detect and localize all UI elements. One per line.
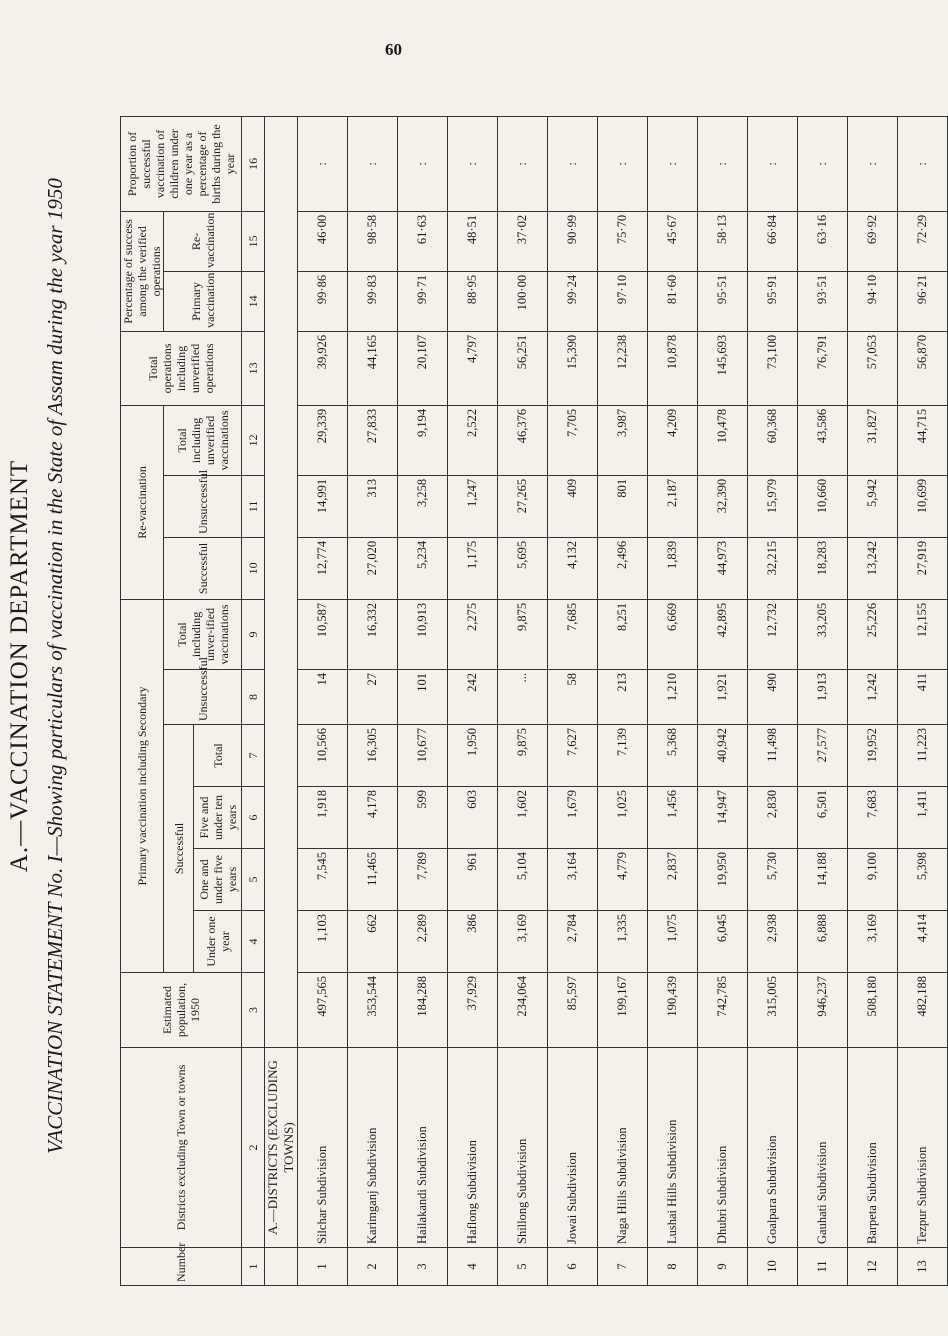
column-number: 2 (242, 1048, 265, 1248)
primary-percentage-cell: 99·83 (348, 271, 398, 331)
column-number: 1 (242, 1248, 265, 1286)
primary-percentage-cell: 96·21 (898, 271, 948, 331)
header-total-primary: Total including unver-ified vaccinations (164, 599, 242, 669)
re-total-cell: 43,586 (798, 405, 848, 475)
five-ten-cell: 603 (448, 787, 498, 849)
population-cell: 497,565 (298, 973, 348, 1048)
total-operations-cell: 73,100 (748, 331, 798, 405)
unsuccessful-cell: 101 (398, 670, 448, 725)
population-cell: 85,597 (548, 973, 598, 1048)
total-cell: 16,305 (348, 725, 398, 787)
header-total-operations: Total operations including unverified operations (121, 331, 242, 405)
row-number: 10 (748, 1248, 798, 1286)
table-row (598, 116, 648, 1285)
primary-percentage-cell: 95·91 (748, 271, 798, 331)
district-name: Jowai Subdivision (548, 1048, 598, 1248)
five-ten-cell: 1,456 (648, 787, 698, 849)
table-row (798, 116, 848, 1285)
one-five-cell: 3,164 (548, 849, 598, 911)
total-cell: 27,577 (798, 725, 848, 787)
district-name: Gauhati Subdivision (798, 1048, 848, 1248)
unsuccessful-cell: 490 (748, 670, 798, 725)
row-number: 4 (448, 1248, 498, 1286)
re-successful-cell: 5,695 (498, 537, 548, 599)
re-unsuccessful-cell: 3,258 (398, 475, 448, 537)
total-cell: 7,139 (598, 725, 648, 787)
primary-percentage-cell: 94·10 (848, 271, 898, 331)
table-row (298, 116, 348, 1285)
rotated-statement (5, 41, 929, 1291)
re-unsuccessful-cell: 14,991 (298, 475, 348, 537)
row-number: 3 (398, 1248, 448, 1286)
five-ten-cell: 7,683 (848, 787, 898, 849)
column-number: 15 (242, 211, 265, 271)
five-ten-cell: 1,411 (898, 787, 948, 849)
table-row (648, 116, 698, 1285)
re-successful-cell: 27,919 (898, 537, 948, 599)
proportion-cell: : (698, 116, 748, 211)
unsuccessful-cell: 213 (598, 670, 648, 725)
table-row (898, 116, 948, 1285)
table-row (848, 116, 898, 1285)
unsuccessful-cell: 1,921 (698, 670, 748, 725)
proportion-cell: : (648, 116, 698, 211)
one-five-cell: 11,465 (348, 849, 398, 911)
under-one-cell: 1,335 (598, 911, 648, 973)
total-primary-cell: 8,251 (598, 599, 648, 669)
proportion-cell: : (798, 116, 848, 211)
total-primary-cell: 12,155 (898, 599, 948, 669)
total-primary-cell: 9,875 (498, 599, 548, 669)
total-cell: 11,498 (748, 725, 798, 787)
proportion-cell: : (298, 116, 348, 211)
re-total-cell: 46,376 (498, 405, 548, 475)
column-number: 12 (242, 405, 265, 475)
population-cell: 482,188 (898, 973, 948, 1048)
primary-percentage-cell: 81·60 (648, 271, 698, 331)
unsuccessful-cell: 1,210 (648, 670, 698, 725)
department-heading: A.—VACCINATION DEPARTMENT (6, 459, 33, 873)
re-percentage-cell: 69·92 (848, 211, 898, 271)
district-name: Tezpur Subdivision (898, 1048, 948, 1248)
population-cell: 353,544 (348, 973, 398, 1048)
re-total-cell: 2,522 (448, 405, 498, 475)
re-unsuccessful-cell: 15,979 (748, 475, 798, 537)
column-number: 8 (242, 670, 265, 725)
one-five-cell: 7,789 (398, 849, 448, 911)
re-total-cell: 7,705 (548, 405, 598, 475)
table-row (698, 116, 748, 1285)
total-operations-cell: 12,238 (598, 331, 648, 405)
total-primary-cell: 25,226 (848, 599, 898, 669)
proportion-cell: : (498, 116, 548, 211)
one-five-cell: 7,545 (298, 849, 348, 911)
one-five-cell: 19,950 (698, 849, 748, 911)
primary-percentage-cell: 93·51 (798, 271, 848, 331)
unsuccessful-cell: 58 (548, 670, 598, 725)
re-total-cell: 3,987 (598, 405, 648, 475)
population-cell: 508,180 (848, 973, 898, 1048)
primary-percentage-cell: 99·86 (298, 271, 348, 331)
one-five-cell: 9,100 (848, 849, 898, 911)
unsuccessful-cell: 14 (298, 670, 348, 725)
primary-percentage-cell: 97·10 (598, 271, 648, 331)
re-percentage-cell: 75·70 (598, 211, 648, 271)
re-percentage-cell: 45·67 (648, 211, 698, 271)
population-cell: 234,064 (498, 973, 548, 1048)
total-operations-cell: 15,390 (548, 331, 598, 405)
total-cell: 5,368 (648, 725, 698, 787)
re-percentage-cell: 98·58 (348, 211, 398, 271)
five-ten-cell: 2,830 (748, 787, 798, 849)
re-unsuccessful-cell: 801 (598, 475, 648, 537)
re-successful-cell: 12,774 (298, 537, 348, 599)
one-five-cell: 4,779 (598, 849, 648, 911)
under-one-cell: 1,075 (648, 911, 698, 973)
re-unsuccessful-cell: 409 (548, 475, 598, 537)
one-five-cell: 5,104 (498, 849, 548, 911)
proportion-cell: : (398, 116, 448, 211)
one-five-cell: 961 (448, 849, 498, 911)
re-successful-cell: 18,283 (798, 537, 848, 599)
vaccination-table (120, 116, 948, 1286)
population-cell: 37,929 (448, 973, 498, 1048)
district-name: Silchar Subdivision (298, 1048, 348, 1248)
total-operations-cell: 4,797 (448, 331, 498, 405)
under-one-cell: 2,938 (748, 911, 798, 973)
re-percentage-cell: 61·63 (398, 211, 448, 271)
unsuccessful-cell: 1,913 (798, 670, 848, 725)
total-cell: 11,223 (898, 725, 948, 787)
header-number: Number (121, 1248, 242, 1286)
re-successful-cell: 1,175 (448, 537, 498, 599)
re-percentage-cell: 46·00 (298, 211, 348, 271)
population-cell: 190,439 (648, 973, 698, 1048)
row-number: 6 (548, 1248, 598, 1286)
proportion-cell: : (748, 116, 798, 211)
re-total-cell: 44,715 (898, 405, 948, 475)
total-primary-cell: 2,275 (448, 599, 498, 669)
primary-percentage-cell: 99·24 (548, 271, 598, 331)
re-unsuccessful-cell: 10,660 (798, 475, 848, 537)
unsuccessful-cell: 27 (348, 670, 398, 725)
column-number: 6 (242, 787, 265, 849)
header-primary-pct: Primary vaccination (164, 271, 242, 331)
population-cell: 315,005 (748, 973, 798, 1048)
table-row (448, 116, 498, 1285)
five-ten-cell: 1,602 (498, 787, 548, 849)
header-proportion: Proportion of successful vaccination of children under one year as a percentage of births during the year (121, 116, 242, 211)
re-total-cell: 10,478 (698, 405, 748, 475)
row-number: 9 (698, 1248, 748, 1286)
re-successful-cell: 5,234 (398, 537, 448, 599)
row-number: 2 (348, 1248, 398, 1286)
re-total-cell: 60,368 (748, 405, 798, 475)
re-successful-cell: 2,496 (598, 537, 648, 599)
district-name: Dhubri Subdivision (698, 1048, 748, 1248)
column-number-row (242, 116, 265, 1285)
five-ten-cell: 6,501 (798, 787, 848, 849)
row-number: 13 (898, 1248, 948, 1286)
district-name: Naga Hills Subdivision (598, 1048, 648, 1248)
column-number: 9 (242, 599, 265, 669)
column-number: 14 (242, 271, 265, 331)
total-primary-cell: 10,587 (298, 599, 348, 669)
row-number: 12 (848, 1248, 898, 1286)
header-successful: Successful (164, 725, 194, 973)
re-percentage-cell: 90·99 (548, 211, 598, 271)
header-unsuccessful: Unsuccessful (164, 670, 242, 725)
one-five-cell: 5,398 (898, 849, 948, 911)
column-number: 13 (242, 331, 265, 405)
re-percentage-cell: 58·13 (698, 211, 748, 271)
five-ten-cell: 1,918 (298, 787, 348, 849)
statement-title: VACCINATION STATEMENT No. I—Showing particulars of vaccination in the State of Assam during the year 1950 (43, 178, 67, 1154)
total-operations-cell: 76,791 (798, 331, 848, 405)
five-ten-cell: 1,679 (548, 787, 598, 849)
primary-percentage-cell: 100·00 (498, 271, 548, 331)
re-successful-cell: 27,020 (348, 537, 398, 599)
primary-percentage-cell: 88·95 (448, 271, 498, 331)
total-primary-cell: 16,332 (348, 599, 398, 669)
under-one-cell: 662 (348, 911, 398, 973)
header-re-pct: Re-vaccination (164, 211, 242, 271)
total-primary-cell: 42,895 (698, 599, 748, 669)
re-total-cell: 27,833 (348, 405, 398, 475)
header-total: Total (194, 725, 242, 787)
header-population: Estimated population, 1950 (121, 973, 242, 1048)
header-primary: Primary vaccination including Secondary (121, 599, 164, 972)
re-successful-cell: 1,839 (648, 537, 698, 599)
total-cell: 10,566 (298, 725, 348, 787)
re-percentage-cell: 63·16 (798, 211, 848, 271)
re-unsuccessful-cell: 27,265 (498, 475, 548, 537)
section-title: A.—DISTRICTS (EXCLUDING TOWNS) (265, 1048, 298, 1248)
header-re-total: Total including unverified vaccinations (164, 405, 242, 475)
row-number: 7 (598, 1248, 648, 1286)
total-cell: 40,942 (698, 725, 748, 787)
section-row (265, 116, 298, 1285)
under-one-cell: 3,169 (848, 911, 898, 973)
population-cell: 199,167 (598, 973, 648, 1048)
total-cell: 10,677 (398, 725, 448, 787)
re-percentage-cell: 37·02 (498, 211, 548, 271)
district-name: Hailakandi Subdivision (398, 1048, 448, 1248)
re-unsuccessful-cell: 5,942 (848, 475, 898, 537)
unsuccessful-cell: 242 (448, 670, 498, 725)
re-percentage-cell: 66·84 (748, 211, 798, 271)
five-ten-cell: 1,025 (598, 787, 648, 849)
total-cell: 19,952 (848, 725, 898, 787)
re-unsuccessful-cell: 10,699 (898, 475, 948, 537)
total-operations-cell: 44,165 (348, 331, 398, 405)
re-total-cell: 29,339 (298, 405, 348, 475)
header-five-ten: Five and under ten years (194, 787, 242, 849)
column-number: 7 (242, 725, 265, 787)
under-one-cell: 2,784 (548, 911, 598, 973)
column-number: 10 (242, 537, 265, 599)
under-one-cell: 2,289 (398, 911, 448, 973)
five-ten-cell: 599 (398, 787, 448, 849)
population-cell: 946,237 (798, 973, 848, 1048)
under-one-cell: 6,045 (698, 911, 748, 973)
primary-percentage-cell: 99·71 (398, 271, 448, 331)
total-operations-cell: 10,878 (648, 331, 698, 405)
proportion-cell: : (548, 116, 598, 211)
total-operations-cell: 56,870 (898, 331, 948, 405)
one-five-cell: 5,730 (748, 849, 798, 911)
district-name: Lushai Hills Subdivision (648, 1048, 698, 1248)
table-row (548, 116, 598, 1285)
total-primary-cell: 12,732 (748, 599, 798, 669)
population-cell: 742,785 (698, 973, 748, 1048)
page-number: 60 (385, 40, 402, 59)
primary-percentage-cell: 95·51 (698, 271, 748, 331)
row-number: 11 (798, 1248, 848, 1286)
under-one-cell: 1,103 (298, 911, 348, 973)
district-name: Karimganj Subdivision (348, 1048, 398, 1248)
re-successful-cell: 4,132 (548, 537, 598, 599)
proportion-cell: : (348, 116, 398, 211)
re-percentage-cell: 48·51 (448, 211, 498, 271)
total-primary-cell: 7,685 (548, 599, 598, 669)
district-name: Shillong Subdivision (498, 1048, 548, 1248)
header-re-successful: Successful (164, 537, 242, 599)
re-successful-cell: 32,215 (748, 537, 798, 599)
unsuccessful-cell: 1,242 (848, 670, 898, 725)
re-unsuccessful-cell: 1,247 (448, 475, 498, 537)
proportion-cell: : (448, 116, 498, 211)
column-number: 3 (242, 973, 265, 1048)
proportion-cell: : (848, 116, 898, 211)
re-percentage-cell: 72·29 (898, 211, 948, 271)
under-one-cell: 4,414 (898, 911, 948, 973)
total-primary-cell: 6,669 (648, 599, 698, 669)
unsuccessful-cell: 411 (898, 670, 948, 725)
header-percentage: Percentage of success among the verified operations (121, 211, 164, 331)
proportion-cell: : (598, 116, 648, 211)
column-number: 5 (242, 849, 265, 911)
total-operations-cell: 39,926 (298, 331, 348, 405)
one-five-cell: 14,188 (798, 849, 848, 911)
row-number: 1 (298, 1248, 348, 1286)
header-revaccination: Re-vaccination (121, 405, 164, 599)
total-operations-cell: 57,053 (848, 331, 898, 405)
re-unsuccessful-cell: 2,187 (648, 475, 698, 537)
five-ten-cell: 4,178 (348, 787, 398, 849)
district-name: Goalpara Subdivision (748, 1048, 798, 1248)
header-one-five: One and under five years (194, 849, 242, 911)
total-primary-cell: 10,913 (398, 599, 448, 669)
column-number: 11 (242, 475, 265, 537)
re-unsuccessful-cell: 313 (348, 475, 398, 537)
table-row (748, 116, 798, 1285)
table-row (348, 116, 398, 1285)
total-cell: 9,875 (498, 725, 548, 787)
header-under-one: Under one year (194, 911, 242, 973)
district-name: Haflong Subdivision (448, 1048, 498, 1248)
population-cell: 184,288 (398, 973, 448, 1048)
table-row (498, 116, 548, 1285)
header-re-unsuccessful: Unsuccessful (164, 475, 242, 537)
total-primary-cell: 33,205 (798, 599, 848, 669)
five-ten-cell: 14,947 (698, 787, 748, 849)
row-number: 5 (498, 1248, 548, 1286)
re-successful-cell: 13,242 (848, 537, 898, 599)
under-one-cell: 386 (448, 911, 498, 973)
total-operations-cell: 20,107 (398, 331, 448, 405)
total-cell: 7,627 (548, 725, 598, 787)
unsuccessful-cell: ... (498, 670, 548, 725)
re-unsuccessful-cell: 32,390 (698, 475, 748, 537)
column-number: 16 (242, 116, 265, 211)
header-districts: Districts excluding Town or towns (121, 1048, 242, 1248)
total-operations-cell: 145,693 (698, 331, 748, 405)
re-total-cell: 31,827 (848, 405, 898, 475)
statement-heading (5, 41, 69, 1291)
table-row (398, 116, 448, 1285)
re-total-cell: 4,209 (648, 405, 698, 475)
row-number: 8 (648, 1248, 698, 1286)
district-name: Barpeta Subdivision (848, 1048, 898, 1248)
under-one-cell: 3,169 (498, 911, 548, 973)
under-one-cell: 6,888 (798, 911, 848, 973)
re-successful-cell: 44,973 (698, 537, 748, 599)
re-total-cell: 9,194 (398, 405, 448, 475)
total-operations-cell: 56,251 (498, 331, 548, 405)
one-five-cell: 2,837 (648, 849, 698, 911)
total-cell: 1,950 (448, 725, 498, 787)
column-number: 4 (242, 911, 265, 973)
proportion-cell: : (898, 116, 948, 211)
